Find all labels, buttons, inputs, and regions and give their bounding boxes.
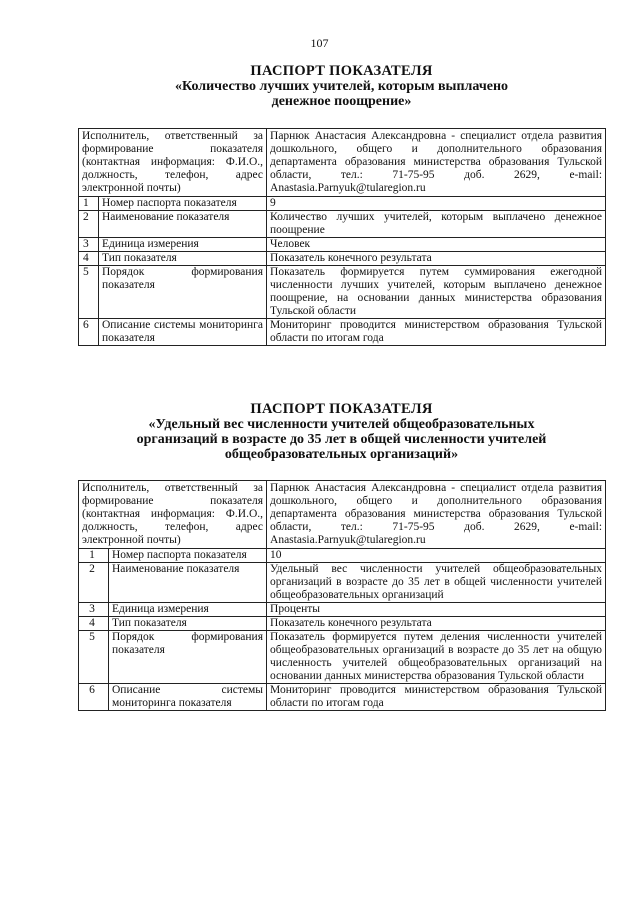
- row-label: Тип показателя: [99, 252, 267, 266]
- row-value: 9: [267, 197, 606, 211]
- executor-label: Исполнитель, ответственный за формирование показателя (контактная информация: Ф.И.О., должность, телефон, адрес электронной почты): [79, 129, 267, 197]
- row-label: Номер паспорта показателя: [109, 549, 267, 563]
- passport-1-title-line: денежное поощрение»: [271, 94, 412, 109]
- row-number: 6: [79, 319, 99, 346]
- passport-1-title-line: «Количество лучших учителей, которым выплачено: [174, 79, 509, 94]
- table-row: [79, 252, 606, 266]
- row-value: Удельный вес численности учителей общеобразовательных организаций в возрасте до 35 лет в общей численности учителей общеобразовательных организаций: [267, 563, 606, 603]
- row-number: 2: [79, 563, 109, 603]
- passport-1-heading: ПАСПОРТ ПОКАЗАТЕЛЯ: [250, 63, 433, 79]
- table-row: [79, 238, 606, 252]
- passport-2-title: [78, 402, 605, 462]
- row-value: Количество лучших учителей, которым выплачено денежное поощрение: [267, 211, 606, 238]
- table-row: [79, 266, 606, 319]
- row-value: Показатель конечного результата: [267, 252, 606, 266]
- passport-section-1: [78, 64, 605, 109]
- row-number: 5: [79, 631, 109, 684]
- row-number: 1: [79, 197, 99, 211]
- row-label: Наименование показателя: [99, 211, 267, 238]
- row-number: 6: [79, 684, 109, 711]
- row-number: 5: [79, 266, 99, 319]
- passport-2-title-line: организаций в возрасте до 35 лет в общей численности учителей: [136, 432, 547, 447]
- row-label: Единица измерения: [99, 238, 267, 252]
- row-number: 3: [79, 238, 99, 252]
- passport-2-heading: ПАСПОРТ ПОКАЗАТЕЛЯ: [250, 401, 433, 417]
- row-value: 10: [267, 549, 606, 563]
- row-number: 3: [79, 603, 109, 617]
- row-value: Показатель формируется путем деления численности учителей общеобразовательных организаций в возрасте до 35 лет на общую численность учителей общеобразовательных организаций на основании данных министерства образования Тульской области: [267, 631, 606, 684]
- passport-table-2: [78, 480, 606, 711]
- table-row: [79, 319, 606, 346]
- table-row: [79, 549, 606, 563]
- passport-2-title-line: «Удельный вес численности учителей общеобразовательных: [148, 417, 535, 432]
- table-row: [79, 603, 606, 617]
- row-label: Номер паспорта показателя: [99, 197, 267, 211]
- row-value: Мониторинг проводится министерством образования Тульской области по итогам года: [267, 319, 606, 346]
- row-number: 2: [79, 211, 99, 238]
- row-label: Порядок формирования показателя: [109, 631, 267, 684]
- table-row: [79, 617, 606, 631]
- row-value: Проценты: [267, 603, 606, 617]
- row-label: Описание системы мониторинга показателя: [99, 319, 267, 346]
- row-value: Человек: [267, 238, 606, 252]
- executor-label: Исполнитель, ответственный за формирование показателя (контактная информация: Ф.И.О., должность, телефон, адрес электронной почты): [79, 481, 267, 549]
- table-row: [79, 631, 606, 684]
- row-value: Показатель формируется путем суммирования ежегодной численности лучших учителей, которым выплачено денежное поощрение, на основании данных министерства образования Тульской области: [267, 266, 606, 319]
- passport-1-title: [78, 64, 605, 109]
- passport-table-2-wrap: [78, 480, 605, 711]
- row-label: Порядок формирования показателя: [99, 266, 267, 319]
- table-row: [79, 129, 606, 197]
- row-number: 1: [79, 549, 109, 563]
- row-value: Мониторинг проводится министерством образования Тульской области по итогам года: [267, 684, 606, 711]
- page-number: 107: [310, 36, 329, 50]
- row-label: Наименование показателя: [109, 563, 267, 603]
- executor-value: Парнюк Анастасия Александровна - специалист отдела развития дошкольного, общего и дополнительного образования департамента образования министерства образования Тульской области, тел.: 71-75-95 доб. 2629, e-mail: Anastasia.Parnyuk@tularegion.ru: [267, 481, 606, 549]
- table-row: [79, 481, 606, 549]
- passport-table-1: [78, 128, 606, 346]
- row-value: Показатель конечного результата: [267, 617, 606, 631]
- table-row: [79, 211, 606, 238]
- passport-section-2: [78, 402, 605, 462]
- table-row: [79, 197, 606, 211]
- executor-value: Парнюк Анастасия Александровна - специалист отдела развития дошкольного, общего и дополнительного образования департамента образования министерства образования Тульской области, тел.: 71-75-95 доб. 2629, e-mail: Anastasia.Parnyuk@tularegion.ru: [267, 129, 606, 197]
- table-row: [79, 563, 606, 603]
- table-row: [79, 684, 606, 711]
- passport-table-1-wrap: [78, 128, 605, 346]
- passport-2-title-line: общеобразовательных организаций»: [224, 447, 459, 462]
- row-label: Единица измерения: [109, 603, 267, 617]
- row-number: 4: [79, 617, 109, 631]
- row-label: Тип показателя: [109, 617, 267, 631]
- row-label: Описание системы мониторинга показателя: [109, 684, 267, 711]
- row-number: 4: [79, 252, 99, 266]
